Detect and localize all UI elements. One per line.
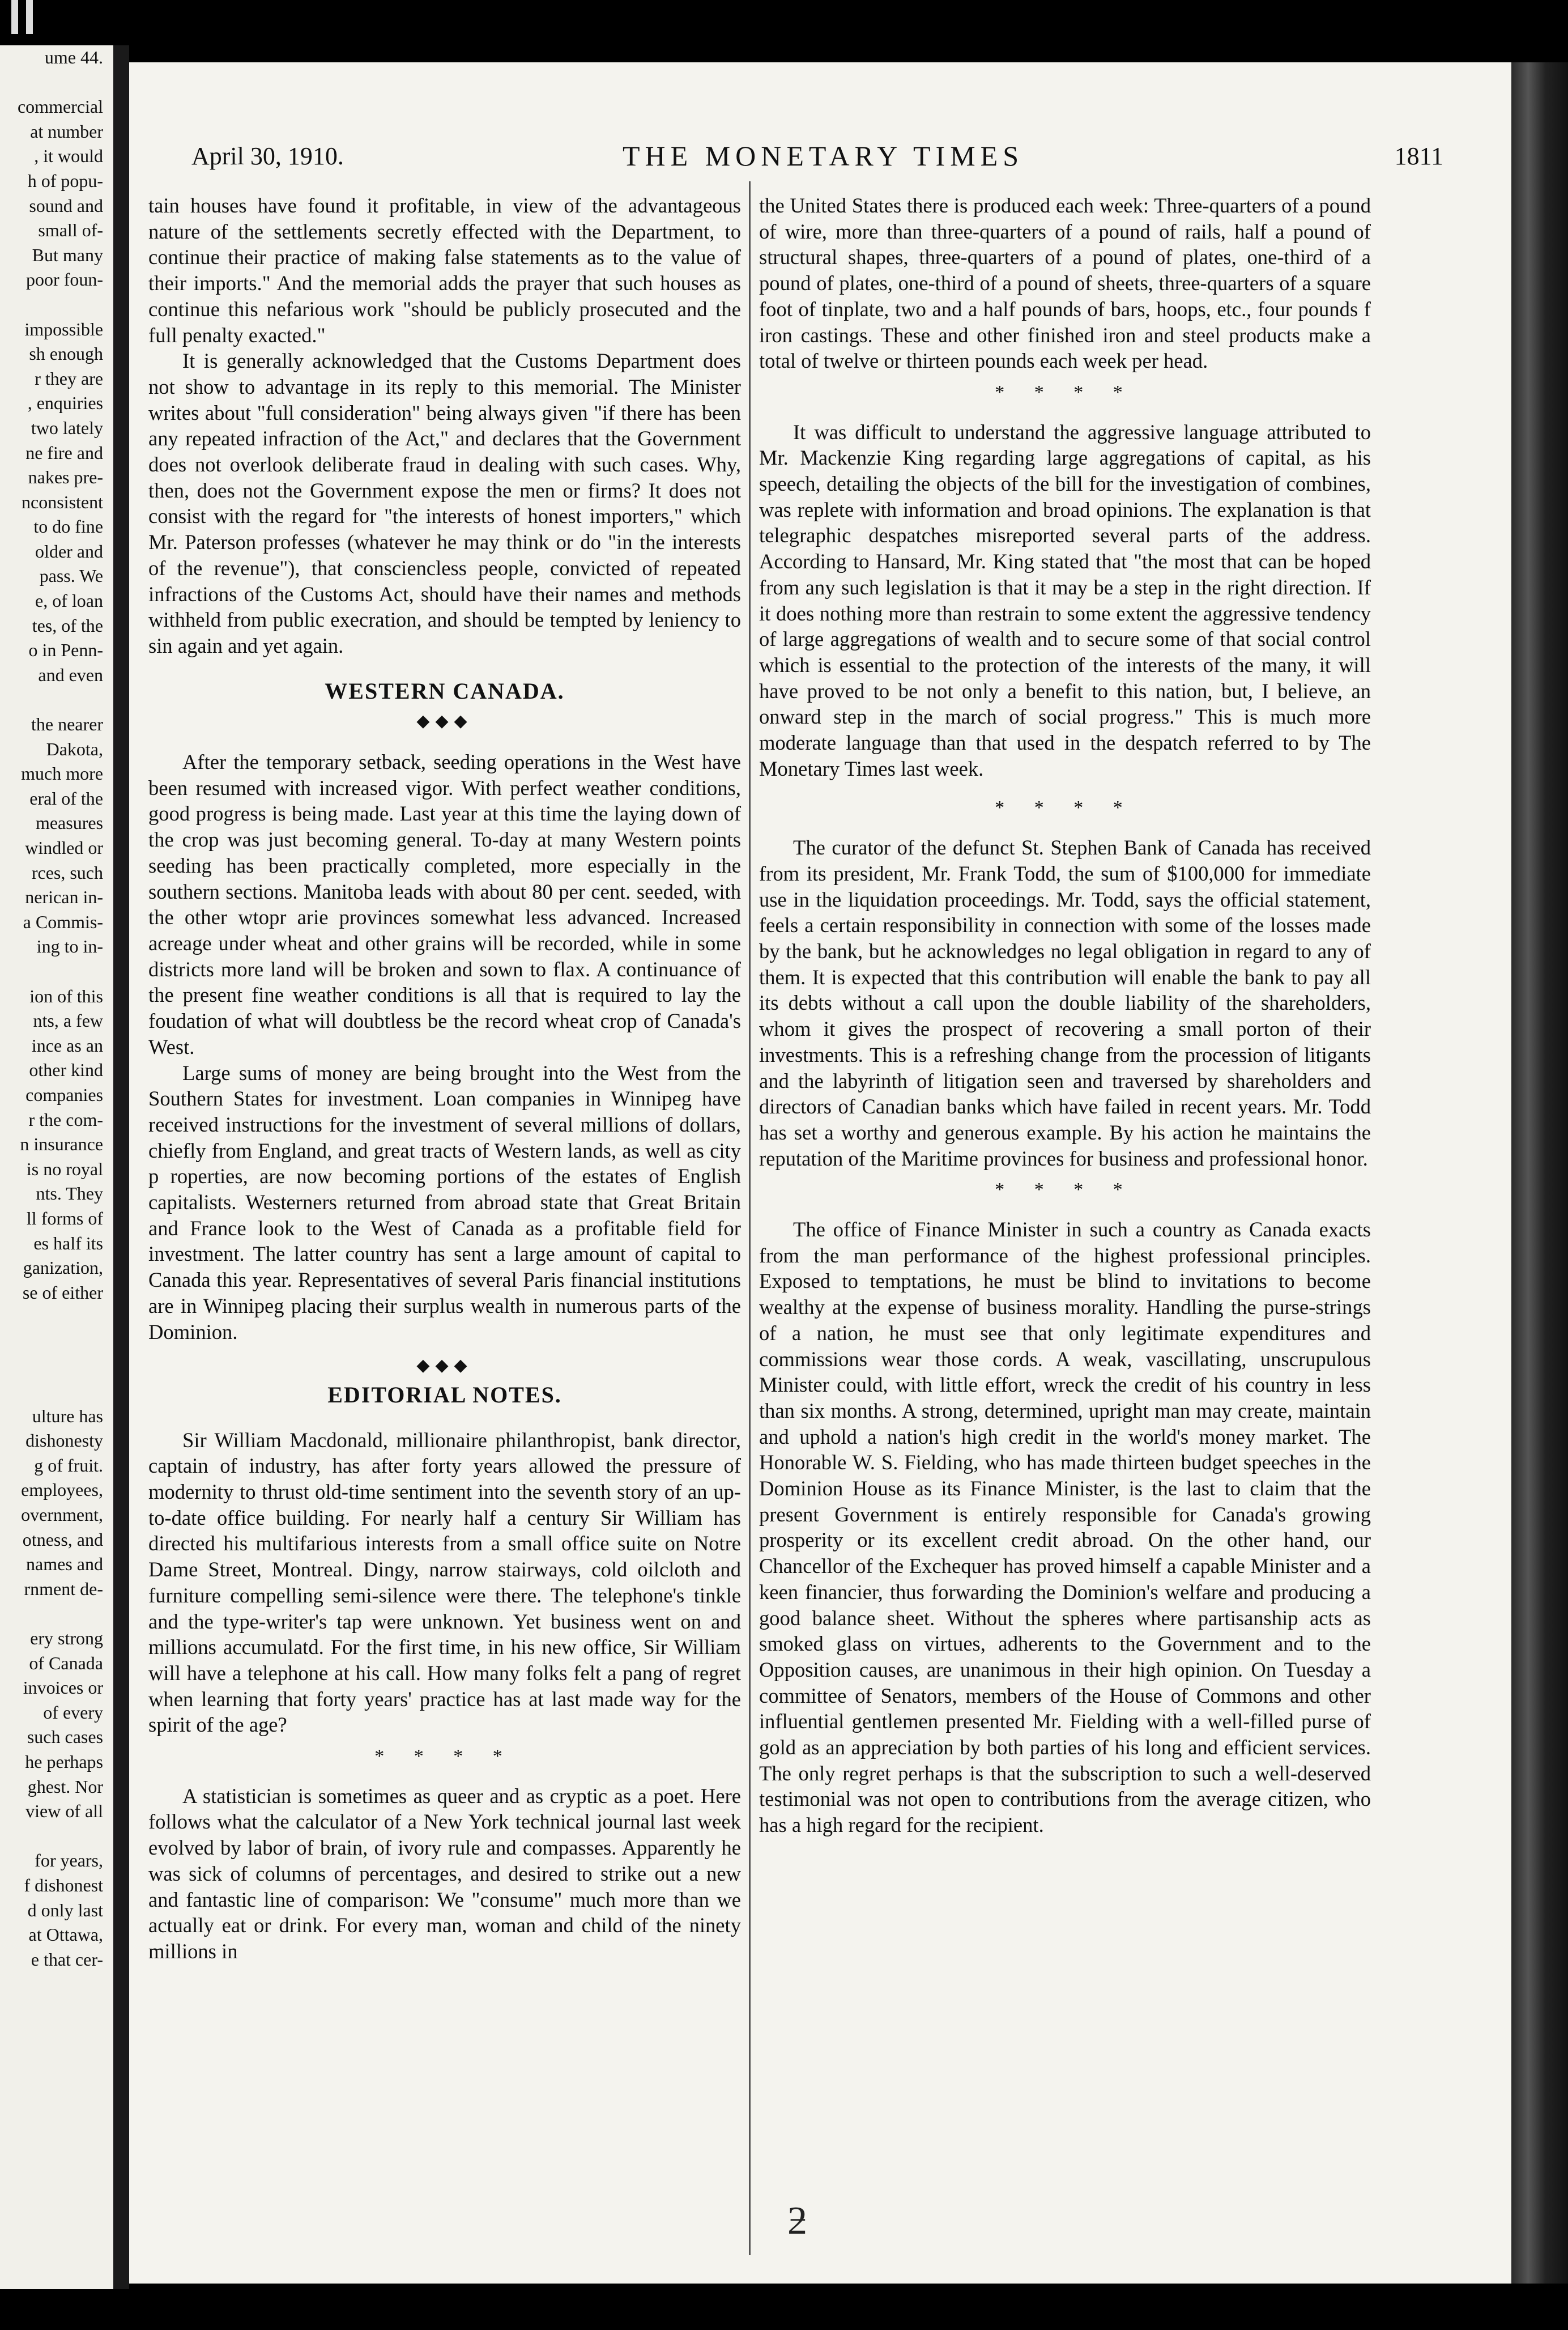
facing-page-line: much more xyxy=(21,763,103,784)
facing-page-strip xyxy=(0,45,113,2289)
facing-page-line: to do fine xyxy=(33,516,103,537)
scan-edge-marks xyxy=(11,0,45,40)
paragraph: It is generally acknowledged that the Customs Department does not show to advantage in its reply to this memorial. The Minister writes about "full consideration" being always given "if there has been any repeated infraction of the Act," and declares that the Government does not overlook deliberate fraud in dealing with such cases. Why, then, does not the Government expose the men or firms? It does not consist with the regard for "the interests of honest importers," which Mr. Paterson professes (whatever he may think or do "in the interests of the revenue"), that consciencless people, convicted of repeated infractions of the Customs Act, should have their names and methods withheld from public execration, and should be tempted by leniency to sin again and yet again. xyxy=(148,349,741,657)
facing-page-line: at number xyxy=(30,121,103,142)
facing-page-line: at Ottawa, xyxy=(28,1924,103,1945)
section-heading-western-canada: WESTERN CANADA. xyxy=(325,678,565,704)
facing-page-line: a Commis- xyxy=(23,911,103,932)
paragraph: Large sums of money are being brought into the West from the Southern States for investment. Loan companies in Winnipeg have received instructions for the investment of several millions of dollars, chiefly from England, and great tracts of Western lands, as well as city p roperties, are now becoming portions of the estates of English capitalists. Westerners returned from abroad state that Great Britain and France look to the West of Canada as a profitable field for investment. The latter country has sent a large amount of capital to Canada this year. Representatives of several Paris financial institutions are in Winnipeg placing their surplus wealth in numerous parts of the Dominion. xyxy=(148,1061,741,1343)
facing-page-line: the nearer xyxy=(31,714,103,735)
facing-page-line: overnment, xyxy=(21,1504,103,1525)
facing-page-line xyxy=(2,959,113,984)
facing-page-line: r the com- xyxy=(28,1109,103,1130)
issue-date: April 30, 1910. xyxy=(191,142,344,170)
facing-page-line: older and xyxy=(35,541,103,562)
facing-page-line: measures xyxy=(35,813,103,834)
section-stars: * * * * xyxy=(995,1179,1135,1201)
section-heading-editorial-notes: EDITORIAL NOTES. xyxy=(327,1381,562,1408)
facing-page-line: two lately xyxy=(31,417,103,438)
facing-page-line: But many xyxy=(32,244,103,265)
facing-page-line xyxy=(2,687,113,712)
paragraph: The office of Finance Minister in such a country as Canada exacts from the man performance of the highest professional principles. Exposed to temptations, he must be blind to invitations to become wealthy at the expense of business morality. Handling the purse-strings of a nation, he must see that only legitimate expenditures and commissions wear those cords. A weak, vascillating, unscrupulous Minister could, with little effort, wreck the credit of his country in less than six months. A strong, determined, upright man may create, maintain and uphold a nation's high credit in the world's money market. The Honorable W. S. Fielding, who has made thirteen budget speeches in the Dominion House as its Finance Minister, is the last to claim that the present Government is entirely responsible for Canada's growing prosperity or its excellent credit abroad. On the other hand, our Chancellor of the Exchequer has proved himself a capable Minister and a keen financier, thus forwarding the Dominion's welfare and producing a good balance sheet. Without the spheres where partisanship acts as smoked glass on virtues, adherents to the Government and to the Opposition causes, are unanimous in their high opinion. On Tuesday a committee of Senators, members of the House of Commons and other influential gentlemen presented Mr. Fielding with a well-filled purse of gold as an appreciation by both parties of his long and efficient services. The only regret perhaps is that the subscription to such a well-deserved testimonial was not open to contributions from the average citizen, who has a high regard for the recipient. xyxy=(759,1218,1371,1837)
facing-page-line: names and xyxy=(26,1554,103,1575)
facing-page-line xyxy=(2,1824,113,1849)
facing-page-line: tes, of the xyxy=(32,615,103,636)
facing-page-line: sh enough xyxy=(29,343,103,364)
book-gutter xyxy=(113,45,129,2289)
facing-page-line xyxy=(2,1354,113,1379)
publication-title: THE MONETARY TIMES xyxy=(623,140,1024,172)
facing-page-line: ince as an xyxy=(31,1035,103,1056)
facing-page-line: n insurance xyxy=(20,1134,103,1155)
facing-page-line: eral of the xyxy=(29,788,103,809)
facing-page-line: employees, xyxy=(21,1479,103,1500)
facing-page-line: d only last xyxy=(27,1899,103,1920)
facing-page-line: o in Penn- xyxy=(28,640,103,661)
facing-page-line: f dishonest xyxy=(24,1874,103,1895)
section-stars: * * * * xyxy=(374,1746,515,1767)
facing-page-line: nconsistent xyxy=(22,491,103,512)
facing-page-line: otness, and xyxy=(22,1529,103,1550)
page-header xyxy=(191,136,1455,176)
facing-page-line xyxy=(2,1379,113,1404)
facing-page-line: ulture has xyxy=(32,1405,103,1426)
facing-page-line: impossible xyxy=(24,318,103,339)
ornament-divider: ◆◆◆ xyxy=(416,712,473,731)
paragraph: A statistician is sometimes as queer and as cryptic as a poet. Here follows what the calculator of a New York technical journal last week evolved by labor of brain, of ivory rule and compasses. Apparently he was sick of columns of percentages, and desired to strike out a new and fantastic line of comparison: We "consume" much more than we actually eat or drink. For every man, woman and child of the ninety millions in xyxy=(148,1784,741,1963)
section-stars: * * * * xyxy=(995,381,1135,403)
facing-page-line: e that cer- xyxy=(31,1949,103,1970)
facing-page-line xyxy=(2,1330,113,1355)
facing-page-line: Dakota, xyxy=(46,738,103,759)
facing-page-line: companies xyxy=(25,1084,103,1105)
paragraph: It was difficult to understand the aggressive language attributed to Mr. Mackenzie King regarding large aggregations of capital, as his speech, detailing the objects of the bill for the investigation of combines, was replete with information and broad opinions. The explanation is that telegraphic despatches misreported several parts of the address. According to Hansard, Mr. King stated that "the most that can be hoped from any such legislation is that it may be a step in the right direction. If it does nothing more than restrain to some extent the aggressive tendency of large aggregations of wealth and to secure some of that social control which is essential to the protection of the interests of the many, it will have proved to be not only a benefit to this nation, but, I believe, an onward step in the march of social progress." This is much more moderate language than that used in the despatch referred to by The Monetary Times last week. xyxy=(759,420,1371,780)
facing-page-line: ion of this xyxy=(29,985,103,1006)
ornament-divider: ◆◆◆ xyxy=(416,1356,473,1375)
facing-page-line: , it would xyxy=(34,146,103,167)
facing-page-line: h of popu- xyxy=(27,170,103,191)
column-divider xyxy=(749,181,751,2255)
paragraph: The curator of the defunct St. Stephen Bank of Canada has received from its president, Mr. Frank Todd, the sum of $100,000 for immediate use in the liquidation proceedings. Mr. Todd, says the official statement, feels a certain responsibility in connection with some of the losses made by the bank, but he acknowledges no legal obligation in regard to any of them. It is expected that this contribution will enable the bank to pay all its debts without a call upon the double liability of the shareholders, whom it gives the prospect of recovering a small porton of their investments. This is a refreshing change from the procession of litigants and the labyrinth of litigation seen and traversed by shareholders and directors of Canadian banks which have failed in recent years. Mr. Todd has set a worthy and generous example. By his action he maintains the reputation of the Maritime provinces for business and professional honor. xyxy=(759,836,1371,1170)
facing-page-line: nts. They xyxy=(36,1183,103,1204)
facing-page-line: nts, a few xyxy=(33,1010,103,1031)
facing-page-line xyxy=(2,1305,113,1330)
page-number: 1811 xyxy=(1394,142,1443,170)
facing-page-line: dishonesty xyxy=(25,1430,103,1451)
facing-page-line xyxy=(2,1601,113,1626)
facing-page-line: invoices or xyxy=(23,1677,103,1698)
facing-page-line: g of fruit. xyxy=(34,1455,103,1476)
facing-page-line: and even xyxy=(38,664,103,685)
paragraph: the United States there is produced each week: Three-quarters of a pound of wire, more than three-quarters of a pound of rails, half a pound of structural shapes, three-quarters of a pound of plates, one-third of a pound of plates, one-third of a pound of sheets, three-quarters of a square foot of tinplate, two and a half pounds of bars, hoops, etc., four pounds f iron castings. These and other finished iron and steel products make a total of twelve or thirteen pounds each week per head. xyxy=(759,194,1371,373)
paragraph: tain houses have found it profitable, in view of the advantageous nature of the settlements secretly effected with the Department, to continue their practice of making false statements as to the value of their imports." And the memorial adds the prayer that such houses as continue this nefarious work "should be publicly prosecuted and the full penalty exacted." xyxy=(148,194,741,347)
facing-page-line: e, of loan xyxy=(35,590,103,611)
facing-page-line: such cases xyxy=(27,1727,103,1748)
facing-page-line: sound and xyxy=(29,195,103,216)
facing-page-line: ing to in- xyxy=(36,936,103,957)
facing-page-line xyxy=(2,292,113,317)
facing-page-line: view of all xyxy=(25,1801,103,1822)
page-edge xyxy=(1511,62,1568,2284)
right-column xyxy=(759,193,1371,1838)
facing-page-line: rces, such xyxy=(31,862,103,883)
facing-page-line: r they are xyxy=(35,368,103,389)
scan-border xyxy=(0,2289,1568,2330)
facing-page-line: ghest. Nor xyxy=(27,1776,103,1797)
facing-page-line: of Canada xyxy=(29,1652,103,1673)
facing-page-line: nakes pre- xyxy=(28,467,103,488)
facing-page-line: for years, xyxy=(35,1850,103,1871)
handwritten-mark: ƻ xyxy=(787,2199,807,2243)
facing-page-line: es half its xyxy=(33,1232,103,1253)
facing-page-line: , enquiries xyxy=(27,393,103,414)
paragraph: After the temporary setback, seeding operations in the West have been resumed with increased vigor. With perfect weather conditions, good progress is being made. Last year at this time the laying down of the crop was just becoming general. To-day at many Western points seeding has been practically completed, more especially in the southern sections. Manitoba leads with about 80 per cent. seeded, with the other wtopr arie provinces somewhat less advanced. Increased acreage under wheat and other grains will be recorded, while in some districts more land will be broken and sown to flax. A continuance of the present fine weather conditions is all that is required to lay the foudation of what will doubtless be the record wheat crop of Canada's West. xyxy=(148,750,741,1058)
facing-page-line: rnment de- xyxy=(24,1578,103,1599)
facing-page-line: pass. We xyxy=(39,566,103,586)
facing-page-line: nerican in- xyxy=(25,887,103,908)
facing-page-line: se of either xyxy=(22,1282,103,1303)
facing-page-line: he perhaps xyxy=(25,1751,103,1772)
facing-page-line: other kind xyxy=(29,1060,103,1081)
facing-page-line: ll forms of xyxy=(26,1207,103,1228)
section-stars: * * * * xyxy=(995,797,1135,819)
paragraph: Sir William Macdonald, millionaire philanthropist, bank director, captain of industry, has after forty years allowed the pressure of modernity to thrust old-time sentiment into the seventh story of an up-to-date office building. For nearly half a century Sir William has directed his multifarious interests from a small office suite on Notre Dame Street, Montreal. Dingy, narrow stairways, cold oilcloth and furniture compelling semi-silence were there. The telephone's tinkle and the type-writer's tap were unknown. Yet business went on and millions accumulatd. For the first time, in his new office, Sir William will have a telephone at his call. How many folks felt a pang of regret when learning that forty years' practice has at last made way for the spirit of the age? xyxy=(148,1428,741,1737)
facing-page-line: windled or xyxy=(25,837,103,858)
facing-page-line: is no royal xyxy=(26,1158,103,1179)
facing-page-line: ganization, xyxy=(23,1257,103,1278)
left-column xyxy=(148,193,741,1965)
facing-page-line: ery strong xyxy=(30,1628,103,1648)
facing-page-line: small of- xyxy=(38,220,103,241)
facing-page-text xyxy=(2,45,113,1972)
facing-page-line: poor foun- xyxy=(26,269,103,290)
facing-page-line: ne fire and xyxy=(25,442,103,463)
facing-page-line: of every xyxy=(43,1702,103,1723)
facing-page-line: ume 44. xyxy=(44,47,103,67)
facing-page-line xyxy=(2,70,113,95)
facing-page-line: commercial xyxy=(17,96,103,117)
